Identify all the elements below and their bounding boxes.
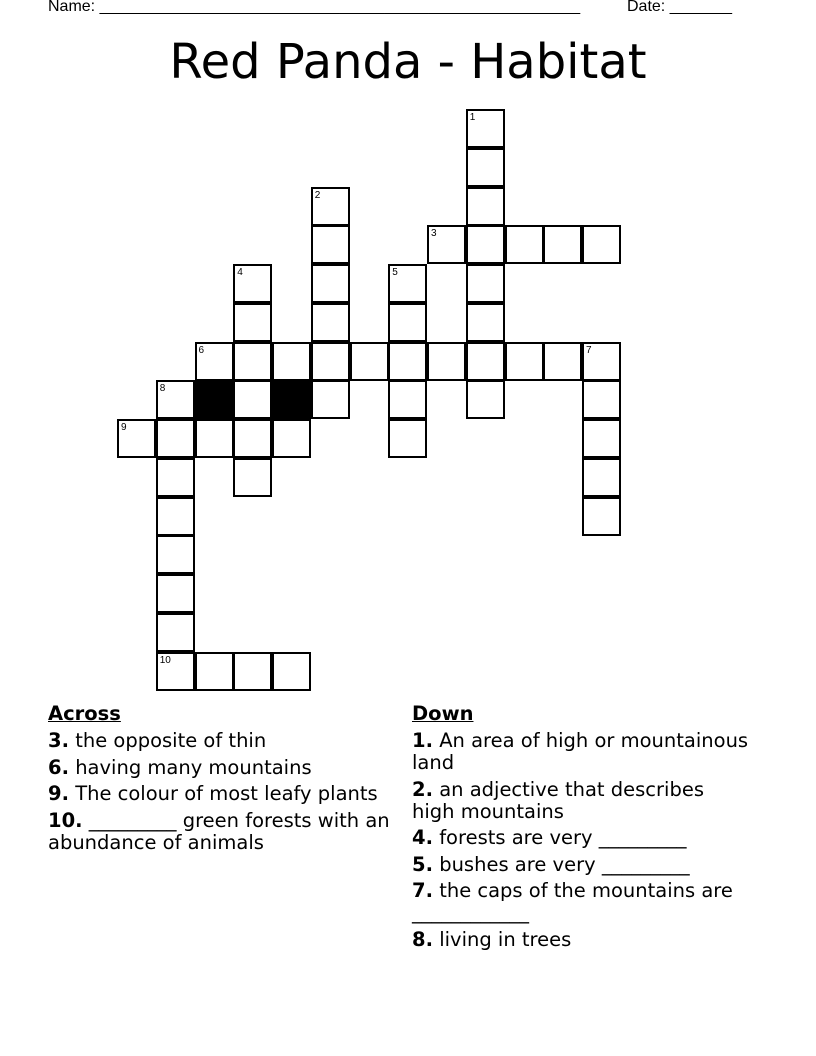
clue-text: an adjective that describes high mountains bbox=[412, 777, 704, 823]
grid-cell[interactable] bbox=[388, 303, 427, 342]
grid-cell[interactable] bbox=[466, 109, 505, 148]
clue-number-label: 3 bbox=[431, 228, 437, 240]
clue-text: _________ green forests with an abundance of animals bbox=[48, 808, 390, 854]
grid-cell[interactable] bbox=[427, 342, 466, 381]
clue-text: An area of high or mountainous land bbox=[412, 729, 749, 774]
clue-number: 10. bbox=[48, 808, 83, 832]
grid-cell[interactable] bbox=[156, 652, 195, 691]
grid-cell[interactable] bbox=[466, 148, 505, 187]
grid-cell[interactable] bbox=[466, 187, 505, 226]
across-clues bbox=[48, 703, 400, 858]
grid-cell[interactable] bbox=[350, 342, 389, 381]
grid-cell[interactable] bbox=[195, 652, 234, 691]
grid-cell[interactable] bbox=[311, 380, 350, 419]
grid-cell[interactable] bbox=[466, 225, 505, 264]
clue-number: 2. bbox=[412, 777, 433, 801]
down-clue bbox=[412, 827, 752, 849]
name-field[interactable]: Name: ______________________________________________________ bbox=[48, 0, 581, 15]
across-clue bbox=[48, 783, 400, 805]
grid-cell[interactable] bbox=[156, 613, 195, 652]
grid-cell[interactable] bbox=[156, 574, 195, 613]
page-title: Red Panda - Habitat bbox=[169, 34, 647, 90]
grid-cell[interactable] bbox=[233, 652, 272, 691]
across-clue bbox=[48, 730, 400, 752]
date-field[interactable]: Date: _______ bbox=[627, 0, 732, 15]
grid-cell[interactable] bbox=[233, 419, 272, 458]
grid-cell[interactable] bbox=[427, 225, 466, 264]
grid-cell[interactable] bbox=[311, 225, 350, 264]
grid-cell[interactable] bbox=[233, 458, 272, 497]
grid-cell[interactable] bbox=[233, 380, 272, 419]
grid-cell[interactable] bbox=[156, 419, 195, 458]
grid-cell[interactable] bbox=[233, 264, 272, 303]
grid-block bbox=[272, 380, 311, 419]
grid-cell[interactable] bbox=[272, 342, 311, 381]
clue-number-label: 4 bbox=[237, 267, 243, 278]
grid-cell[interactable] bbox=[582, 380, 621, 419]
clue-text: bushes are very _________ bbox=[439, 852, 690, 876]
clue-number-label: 10 bbox=[159, 654, 171, 666]
grid-cell[interactable] bbox=[582, 458, 621, 497]
clue-number-label: 8 bbox=[159, 383, 166, 395]
grid-cell[interactable] bbox=[388, 342, 427, 381]
grid-cell[interactable] bbox=[543, 225, 582, 264]
grid-cell[interactable] bbox=[582, 419, 621, 458]
grid-cell[interactable] bbox=[466, 342, 505, 381]
clue-text: forests are very _________ bbox=[439, 826, 687, 849]
clue-number-label: 7 bbox=[586, 344, 592, 356]
clue-text: The colour of most leafy plants bbox=[75, 782, 378, 805]
clue-number: 3. bbox=[48, 729, 69, 752]
clue-text: living in trees bbox=[439, 927, 572, 951]
clue-number: 6. bbox=[48, 755, 69, 779]
down-clue bbox=[412, 779, 752, 823]
grid-cell[interactable] bbox=[388, 264, 427, 303]
across-clue bbox=[48, 810, 400, 854]
across-heading: Across bbox=[48, 702, 121, 725]
grid-cell[interactable] bbox=[156, 535, 195, 574]
clue-number: 9. bbox=[48, 782, 69, 805]
grid-cell[interactable] bbox=[582, 497, 621, 536]
grid-cell[interactable] bbox=[543, 342, 582, 381]
clue-number: 7. bbox=[412, 879, 433, 902]
down-clues bbox=[412, 703, 752, 955]
down-heading: Down bbox=[412, 702, 474, 725]
clue-number: 5. bbox=[412, 852, 433, 876]
clue-number-label: 2 bbox=[314, 189, 321, 201]
grid-cell[interactable] bbox=[195, 342, 234, 381]
clue-number: 1. bbox=[412, 729, 433, 752]
grid-cell[interactable] bbox=[505, 225, 544, 264]
down-clue bbox=[412, 854, 752, 876]
grid-cell[interactable] bbox=[466, 303, 505, 342]
grid-cell[interactable] bbox=[388, 419, 427, 458]
across-clue bbox=[48, 757, 400, 779]
grid-cell[interactable] bbox=[233, 342, 272, 381]
grid-block bbox=[195, 380, 234, 419]
grid-cell[interactable] bbox=[156, 380, 195, 419]
grid-cell[interactable] bbox=[156, 497, 195, 536]
grid-cell[interactable] bbox=[388, 380, 427, 419]
grid-cell[interactable] bbox=[233, 303, 272, 342]
grid-cell[interactable] bbox=[466, 380, 505, 419]
grid-cell[interactable] bbox=[311, 187, 350, 226]
grid-cell[interactable] bbox=[311, 264, 350, 303]
grid-cell[interactable] bbox=[117, 419, 156, 458]
grid-cell[interactable] bbox=[272, 419, 311, 458]
down-clue bbox=[412, 929, 752, 951]
grid-cell[interactable] bbox=[272, 652, 311, 691]
grid-cell[interactable] bbox=[582, 342, 621, 381]
clue-number-label: 5 bbox=[392, 267, 398, 278]
clue-text: having many mountains bbox=[75, 755, 312, 779]
grid-cell[interactable] bbox=[156, 458, 195, 497]
clue-number: 4. bbox=[412, 826, 433, 849]
grid-cell[interactable] bbox=[195, 419, 234, 458]
grid-cell[interactable] bbox=[311, 342, 350, 381]
clue-text: the opposite of thin bbox=[75, 729, 267, 752]
clue-text: the caps of the mountains are ____________ bbox=[412, 879, 733, 924]
grid-cell[interactable] bbox=[311, 303, 350, 342]
clue-number-label: 6 bbox=[198, 344, 205, 356]
down-clue bbox=[412, 730, 752, 774]
clue-number-label: 9 bbox=[121, 422, 127, 433]
grid-cell[interactable] bbox=[582, 225, 621, 264]
clue-number: 8. bbox=[412, 927, 433, 951]
clue-number-label: 1 bbox=[469, 112, 476, 123]
grid-cell[interactable] bbox=[505, 342, 544, 381]
grid-cell[interactable] bbox=[466, 264, 505, 303]
down-clue bbox=[412, 880, 752, 924]
